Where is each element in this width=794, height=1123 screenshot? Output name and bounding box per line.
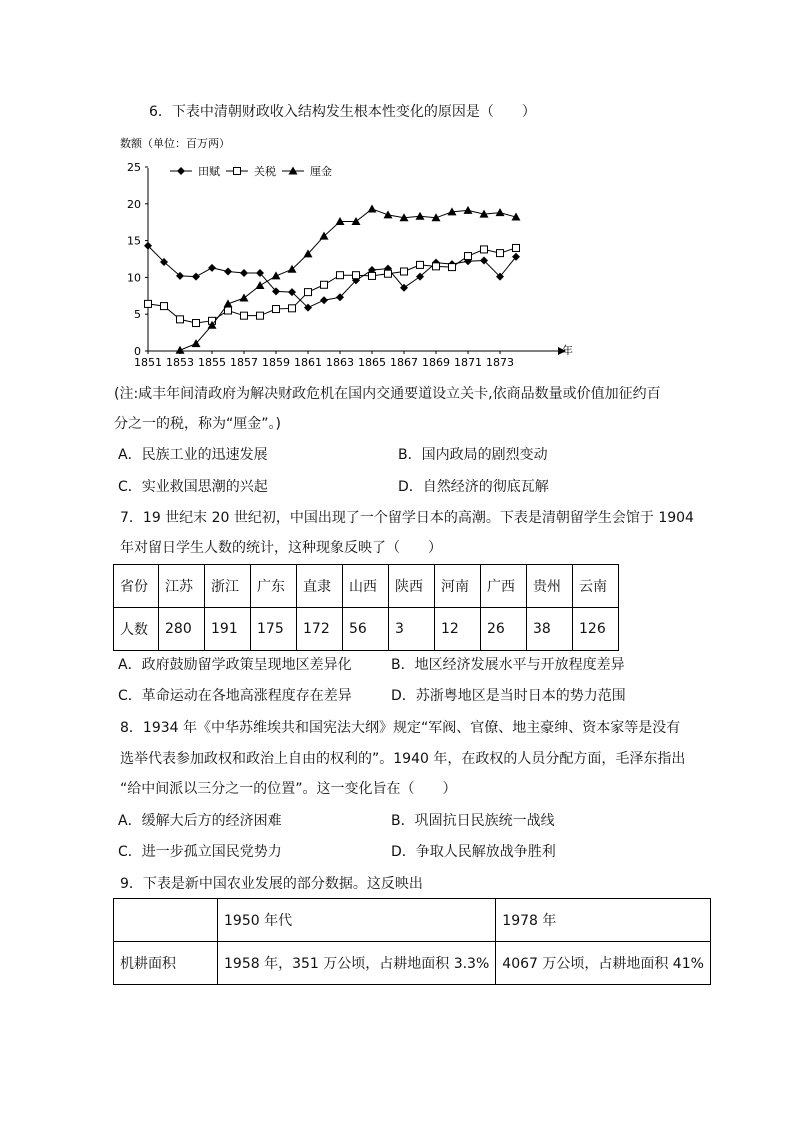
data-point-square [241, 312, 248, 319]
data-point-triangle [384, 210, 393, 218]
table-cell: 1958 年，351 万公顷，占耕地面积 3.3% [218, 942, 496, 985]
table-row [114, 942, 711, 985]
data-point-square [353, 272, 360, 279]
q8-option-a[interactable]: A．缓解大后方的经济困难 [118, 813, 282, 829]
x-tick-label: 1865 [358, 356, 386, 366]
q9-stem: 9．下表是新中国农业发展的部分数据。这反映出 [120, 876, 423, 892]
table-cell: 江苏 [159, 565, 205, 608]
table-row [114, 608, 619, 651]
data-point-diamond [192, 273, 200, 281]
data-point-square [257, 312, 264, 319]
x-tick-label: 1863 [326, 356, 354, 366]
table-cell: 人数 [114, 608, 159, 651]
table-cell: 云南 [573, 565, 619, 608]
table-row [114, 565, 619, 608]
q7-option-d[interactable]: D．苏浙粤地区是当时日本的势力范围 [391, 688, 626, 704]
table-cell: 浙江 [205, 565, 251, 608]
y-tick-label: 20 [127, 197, 141, 211]
q7-stem-line1: 7．19 世纪末 20 世纪初，中国出现了一个留学日本的高潮。下表是清朝留学生会馆于 1904 [120, 510, 694, 526]
data-point-triangle [352, 217, 361, 225]
table-cell: 1978 年 [496, 899, 711, 942]
table-cell: 山西 [343, 565, 389, 608]
y-tick-label: 0 [134, 345, 141, 358]
x-tick-label: 1851 [134, 356, 162, 366]
data-point-diamond [177, 167, 185, 175]
x-tick-label: 1859 [262, 356, 290, 366]
q6-stem: 6．下表中清朝财政收入结构发生根本性变化的原因是（ ） [149, 104, 536, 120]
data-point-square [289, 305, 296, 312]
q7-option-a[interactable]: A．政府鼓励留学政策呈现地区差异化 [118, 657, 352, 673]
q6-option-b[interactable]: B．国内政局的剧烈变动 [398, 447, 548, 463]
x-tick-label: 1871 [454, 356, 482, 366]
data-point-square [145, 300, 152, 307]
table-cell: 机耕面积 [114, 942, 218, 985]
data-point-square [385, 270, 392, 277]
table-cell: 56 [343, 608, 389, 651]
data-point-square [401, 268, 408, 275]
table-cell: 3 [389, 608, 435, 651]
data-point-square [273, 306, 280, 313]
table-cell: 26 [481, 608, 527, 651]
table-cell: 12 [435, 608, 481, 651]
q8-stem-line1: 8．1934 年《中华苏维埃共和国宪法大纲》规定“军阀、官僚、地主豪绅、资本家等是没有 [120, 720, 681, 736]
q7-table [113, 564, 619, 651]
data-point-triangle [336, 217, 345, 225]
legend-label: 田赋 [198, 165, 220, 178]
table-cell: 省份 [114, 565, 159, 608]
table-cell: 1950 年代 [218, 899, 496, 942]
q8-stem-line2: 选举代表参加政权和政治上自由的权利的”。1940 年，在政权的人员分配方面，毛泽东指出 [120, 751, 686, 767]
q7-option-b[interactable]: B．地区经济发展水平与开放程度差异 [391, 657, 625, 673]
q6-option-c[interactable]: C．实业救国思潮的兴起 [118, 479, 268, 495]
data-point-square [225, 307, 232, 314]
data-point-square [337, 272, 344, 279]
table-cell: 191 [205, 608, 251, 651]
line-chart [108, 134, 588, 366]
x-tick-label: 1867 [390, 356, 418, 366]
table-cell: 280 [159, 608, 205, 651]
series-line-diamond [148, 246, 516, 308]
data-point-square [234, 168, 241, 175]
data-point-diamond [320, 296, 328, 304]
q6-option-d[interactable]: D．自然经济的彻底瓦解 [398, 479, 549, 495]
table-cell: 直隶 [297, 565, 343, 608]
data-point-triangle [496, 208, 505, 216]
data-point-triangle [176, 346, 185, 354]
x-tick-label: 1869 [422, 356, 450, 366]
data-point-square [513, 244, 520, 251]
series-line-triangle [180, 209, 516, 350]
legend-label: 厘金 [310, 165, 332, 178]
table-cell [114, 899, 218, 942]
table-cell: 广东 [251, 565, 297, 608]
table-cell: 广西 [481, 565, 527, 608]
data-point-square [177, 316, 184, 323]
table-row [114, 899, 711, 942]
data-point-square [417, 261, 424, 268]
y-tick-label: 25 [127, 161, 141, 174]
q8-option-c[interactable]: C．进一步孤立国民党势力 [118, 844, 282, 860]
table-cell: 38 [527, 608, 573, 651]
data-point-triangle [272, 271, 281, 279]
y-tick-label: 10 [127, 271, 141, 285]
data-point-square [481, 246, 488, 253]
q9-table [113, 898, 711, 985]
data-point-diamond [240, 269, 248, 277]
q7-stem-line2: 年对留日学生人数的统计，这种现象反映了（ ） [120, 540, 442, 556]
data-point-triangle [416, 212, 425, 220]
q8-stem-line3: “给中间派以三分之一的位置”。这一变化旨在（ ） [120, 781, 457, 797]
data-point-diamond [208, 264, 216, 272]
table-cell: 126 [573, 608, 619, 651]
y-axis-label: 数额（单位：百万两） [120, 137, 230, 150]
data-point-square [369, 272, 376, 279]
data-point-triangle [256, 281, 265, 289]
q6-note-line1: (注:咸丰年间清政府为解决财政危机在国内交通要道设立关卡,依商品数量或价值加征约百 [114, 386, 661, 402]
data-point-triangle [464, 206, 473, 214]
data-point-triangle [224, 299, 233, 307]
data-point-triangle [240, 294, 249, 302]
data-point-square [497, 250, 504, 257]
y-tick-label: 15 [127, 234, 141, 248]
table-cell: 175 [251, 608, 297, 651]
q7-option-c[interactable]: C．革命运动在各地高涨程度存在差异 [118, 688, 352, 704]
data-point-square [193, 320, 200, 327]
q8-option-b[interactable]: B．巩固抗日民族统一战线 [391, 813, 555, 829]
table-cell: 陕西 [389, 565, 435, 608]
table-cell: 172 [297, 608, 343, 651]
data-point-square [305, 289, 312, 296]
x-tick-label: 1853 [166, 356, 194, 366]
data-point-square [161, 303, 168, 310]
data-point-square [433, 263, 440, 270]
legend-label: 关税 [254, 165, 276, 178]
data-point-square [449, 264, 456, 271]
x-tick-label: 1855 [198, 356, 226, 366]
data-point-square [321, 281, 328, 288]
y-tick-label: 5 [134, 308, 141, 322]
q8-option-d[interactable]: D．争取人民解放战争胜利 [391, 844, 556, 860]
table-cell: 贵州 [527, 565, 573, 608]
table-cell: 4067 万公顷，占耕地面积 41% [496, 942, 711, 985]
x-tick-label: 1873 [486, 356, 514, 366]
q6-option-a[interactable]: A．民族工业的迅速发展 [118, 447, 268, 463]
x-tick-label: 1857 [230, 356, 258, 366]
series-line-square [148, 248, 516, 323]
table-cell: 河南 [435, 565, 481, 608]
data-point-diamond [224, 268, 232, 276]
x-axis-label: 年 [562, 344, 573, 357]
data-point-square [465, 253, 472, 260]
q6-note-line2: 分之一的税，称为“厘金”。) [114, 416, 281, 432]
data-point-triangle [368, 204, 377, 212]
chart-legend [170, 164, 332, 178]
x-tick-label: 1861 [294, 356, 322, 366]
